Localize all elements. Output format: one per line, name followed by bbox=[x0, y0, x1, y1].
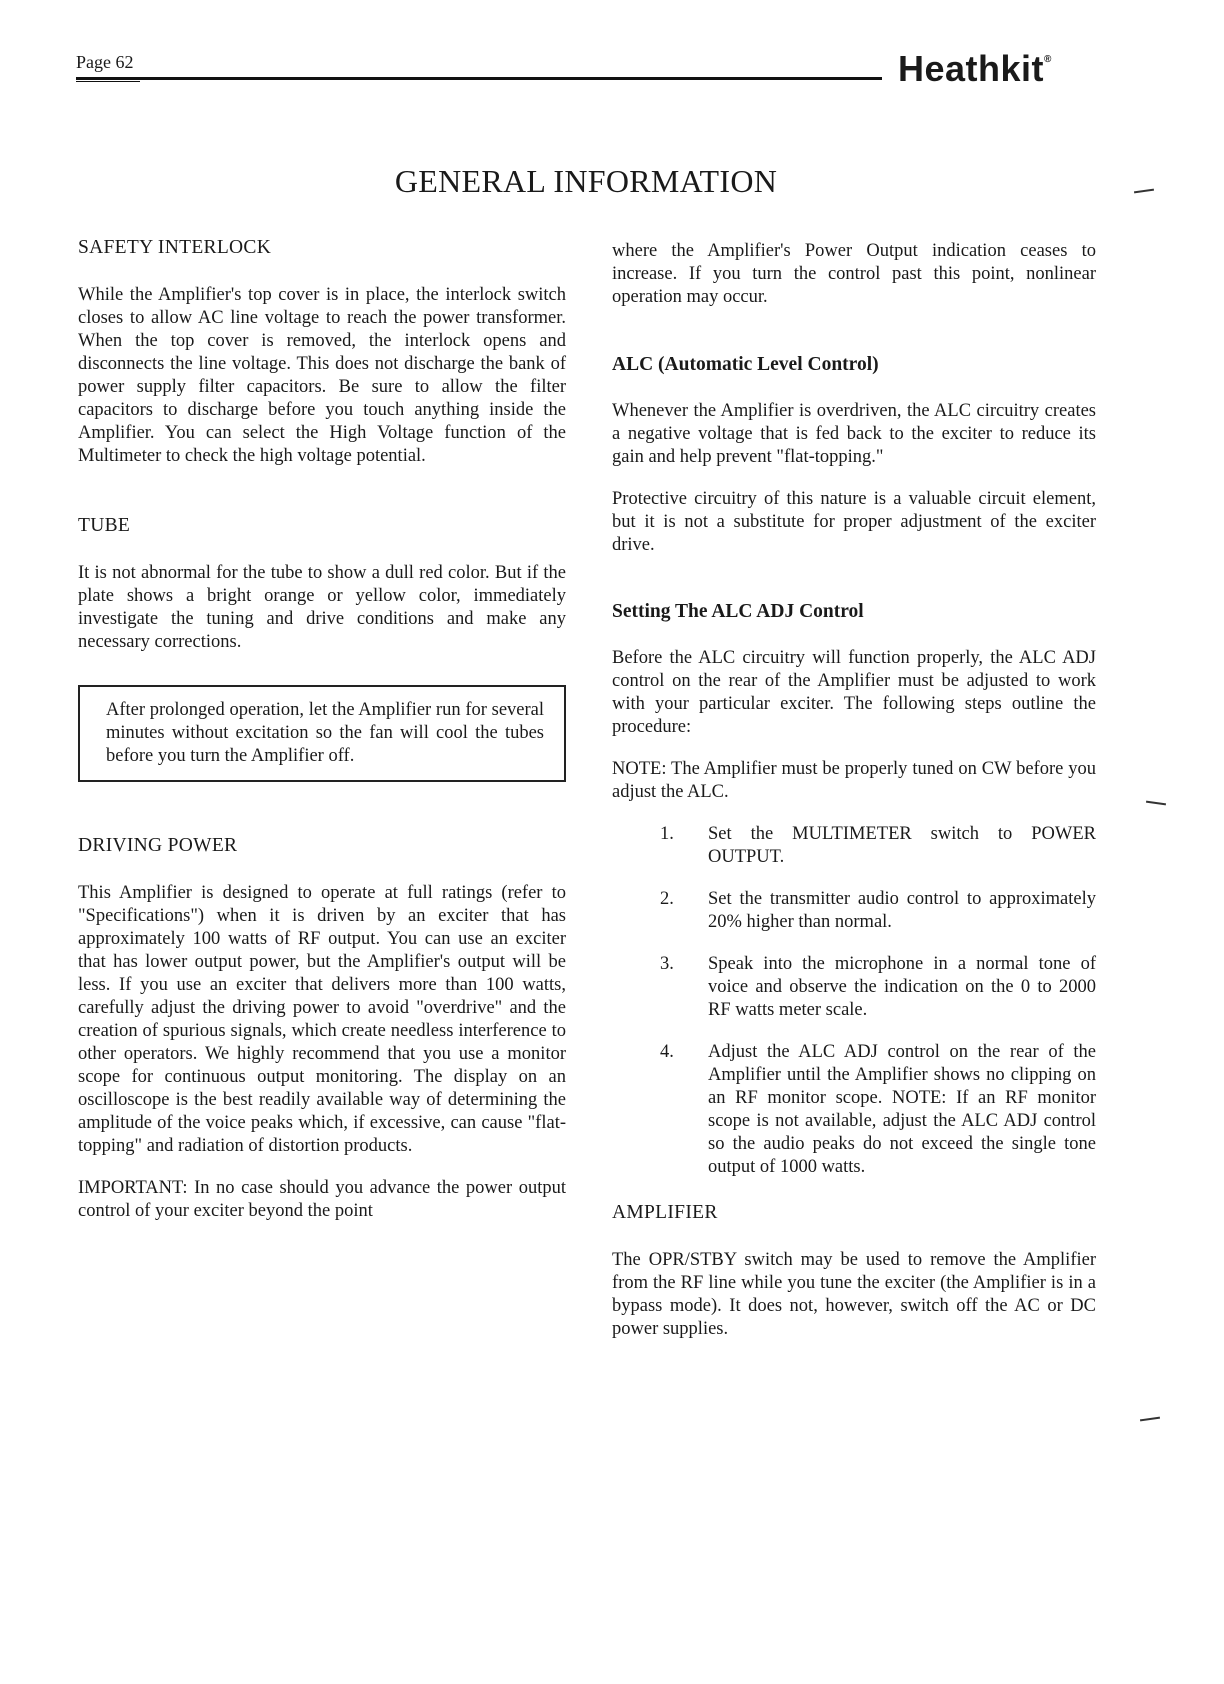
left-column bbox=[78, 236, 566, 1223]
margin-mark bbox=[1146, 801, 1166, 806]
header-rule-underline bbox=[76, 81, 140, 82]
margin-mark bbox=[1140, 1417, 1160, 1422]
list-item bbox=[612, 953, 1096, 1022]
important-text: IMPORTANT: In no case should you advance the power output control of your exciter beyond the point bbox=[78, 1178, 566, 1221]
step-number: 4. bbox=[660, 1042, 674, 1062]
safety-interlock-text: While the Amplifier's top cover is in place, the interlock switch closes to allow AC line voltage to reach the power transformer. When the top cover is removed, the interlock opens and disconnects the line voltage. This does not discharge the bank of power supply filter capacitors. Be sure to allow the filter capacitors to discharge before you touch anything inside the Amplifier. You can select the High Voltage function of the Multimeter to check the high voltage potential. bbox=[78, 285, 566, 466]
step-text: Speak into the microphone in a normal tone of voice and observe the indication on the 0 to 2000 RF watts meter scale. bbox=[708, 954, 1096, 1020]
right-column bbox=[612, 240, 1096, 1341]
page-number: Page 62 bbox=[76, 52, 134, 72]
section-heading-tube: TUBE bbox=[78, 515, 131, 536]
amplifier-text: The OPR/STBY switch may be used to remove the Amplifier from the RF line while you tune the exciter (the Amplifier is in a bypass mode). It does not, however, switch off the AC or DC power supplies. bbox=[612, 1250, 1096, 1339]
tube-text: It is not abnormal for the tube to show a dull red color. But if the plate shows a bright orange or yellow color, immediately investigate the tuning and drive conditions and make any necessary corrections. bbox=[78, 563, 566, 652]
setting-note-text: NOTE: The Amplifier must be properly tuned on CW before you adjust the ALC. bbox=[612, 759, 1096, 802]
section-heading-amplifier: AMPLIFIER bbox=[612, 1202, 718, 1223]
alc-text-2: Protective circuitry of this nature is a valuable circuit element, but it is not a substitute for proper adjustment of the exciter drive. bbox=[612, 489, 1096, 555]
setting-intro-text: Before the ALC circuitry will function properly, the ALC ADJ control on the rear of the Amplifier must be adjusted to work with your particular exciter. The following steps outline the procedure: bbox=[612, 648, 1096, 737]
step-number: 1. bbox=[660, 824, 674, 844]
brand-name: Heathkit bbox=[898, 48, 1045, 89]
note-box bbox=[78, 685, 566, 782]
page-title: GENERAL INFORMATION bbox=[394, 163, 778, 199]
driving-power-text: This Amplifier is designed to operate at full ratings (refer to "Specifications") when it is driven by an exciter that has approximately 100 watts of RF output. You can use an exciter that has lower output power, but the Amplifier's output will be less. If you use an exciter that delivers more than 100 watts, carefully adjust the driving power to avoid "overdrive" and the creation of spurious signals, which create needless interference to other operators. We highly recommend that you use a monitor scope for continuous output monitoring. The display on an oscilloscope is the best readily available way of determining the amplitude of the voice peaks which, if excessive, can cause "flat-topping" and radiation of distortion products. bbox=[78, 883, 566, 1156]
step-number: 2. bbox=[660, 889, 674, 909]
step-text: Adjust the ALC ADJ control on the rear of the Amplifier until the Amplifier shows no clipping on an RF monitor scope. NOTE: If an RF monitor scope is not available, adjust the ALC ADJ control so the audio peaks do not exceed the single tone output of 1000 watts. bbox=[708, 1042, 1096, 1177]
header-rule bbox=[76, 77, 882, 80]
step-number: 3. bbox=[660, 954, 674, 974]
section-heading-safety-interlock: SAFETY INTERLOCK bbox=[78, 237, 272, 258]
section-heading-setting-alc: Setting The ALC ADJ Control bbox=[612, 601, 864, 622]
continued-text: where the Amplifier's Power Output indication ceases to increase. If you turn the control past this point, nonlinear operation may occur. bbox=[612, 241, 1096, 307]
section-heading-driving-power: DRIVING POWER bbox=[78, 835, 238, 856]
section-heading-alc: ALC (Automatic Level Control) bbox=[612, 354, 879, 375]
list-item bbox=[612, 823, 1096, 869]
note-text: After prolonged operation, let the Amplifier run for several minutes without excitation so the fan will cool the tubes before you turn the Amplifier off. bbox=[106, 700, 544, 766]
alc-text-1: Whenever the Amplifier is overdriven, the ALC circuitry creates a negative voltage that is fed back to the exciter to reduce its gain and help prevent "flat-topping." bbox=[612, 401, 1096, 467]
step-text: Set the transmitter audio control to approximately 20% higher than normal. bbox=[708, 889, 1096, 932]
list-item bbox=[612, 1041, 1096, 1179]
brand-logo bbox=[898, 48, 1052, 90]
registered-mark: ® bbox=[1044, 54, 1052, 65]
step-text: Set the MULTIMETER switch to POWER OUTPUT. bbox=[708, 824, 1096, 867]
list-item bbox=[612, 888, 1096, 934]
